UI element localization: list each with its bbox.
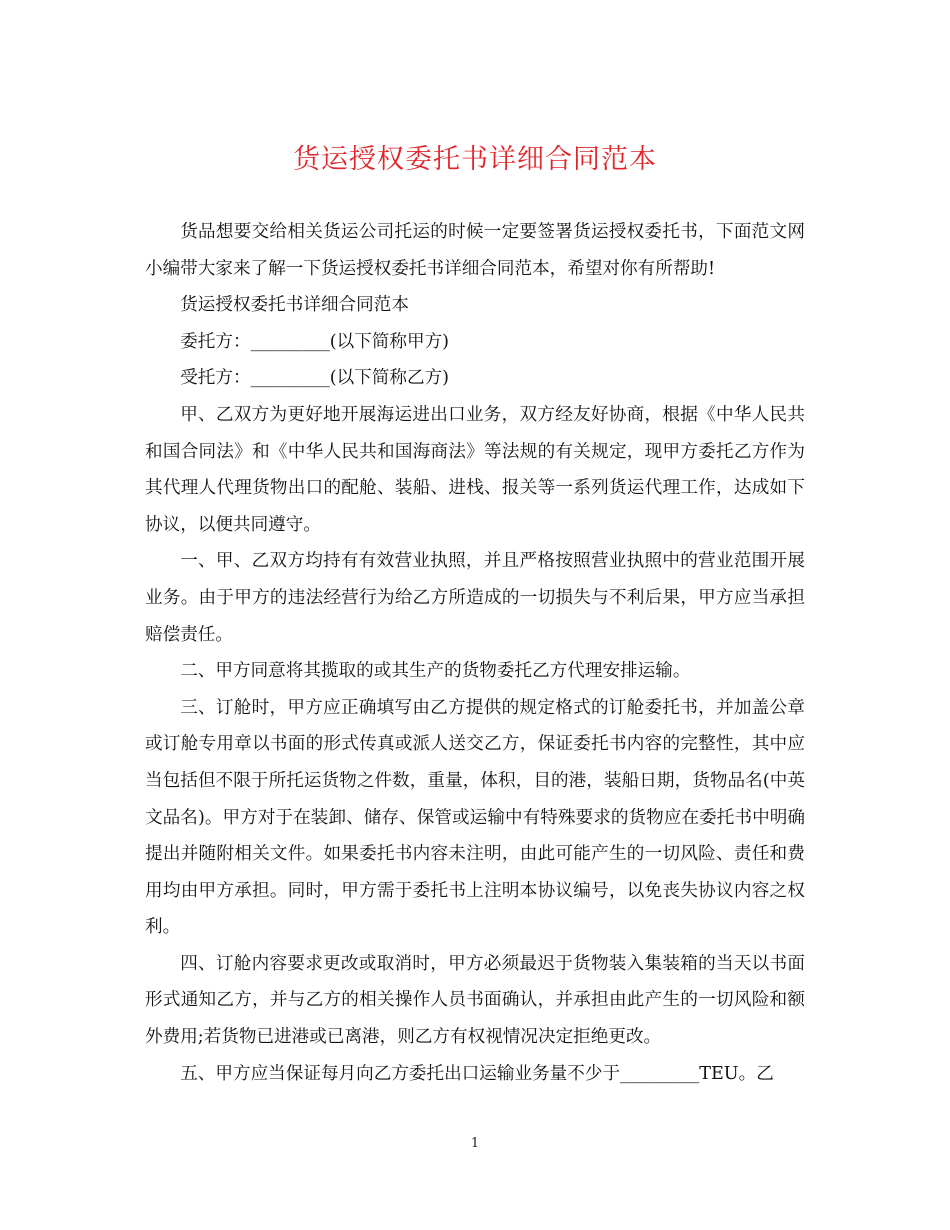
principal-line: 委托方：_________(以下简称甲方) bbox=[180, 331, 450, 352]
intro-paragraph: 货品想要交给相关货运公司托运的时候一定要签署货运授权委托书，下面范文网小编带大家来了解一下货运授权委托书详细合同范本，希望对你有所帮助! bbox=[145, 222, 805, 279]
subtitle-line: 货运授权委托书详细合同范本 bbox=[180, 295, 409, 316]
page-number: 1 bbox=[470, 1136, 480, 1151]
clause-3: 三、订舱时，甲方应正确填写由乙方提供的规定格式的订舱委托书，并加盖公章或订舱专用章以书面的形式传真或派人送交乙方，保证委托书内容的完整性，其中应当包括但不限于所托运货物之件数，重量，体积，目的港，装船日期，货物品名(中英文品名)。甲方对于在装卸、储存、保管或运输中有特殊要求的货物应在委托书中明确提出并随附相关文件。如果委托书内容未注明，由此可能产生的一切风险、责任和费用均由甲方承担。同时，甲方需于委托书上注明本协议编号，以免丧失协议内容之权利。 bbox=[145, 697, 805, 938]
clause-2: 二、甲方同意将其揽取的或其生产的货物委托乙方代理安排运输。 bbox=[180, 661, 691, 682]
clause-5: 五、甲方应当保证每月向乙方委托出口运输业务量不少于_________TEU。乙 bbox=[180, 1063, 774, 1084]
clause-1: 一、甲、乙双方均持有有效营业执照，并且严格按照营业执照中的营业范围开展业务。由于甲方的违法经营行为给乙方所造成的一切损失与不利后果，甲方应当承担赔偿责任。 bbox=[145, 551, 805, 645]
document-title: 货运授权委托书详细合同范本 bbox=[293, 144, 657, 175]
document-body bbox=[145, 214, 805, 1092]
preamble-paragraph: 甲、乙双方为更好地开展海运进出口业务，双方经友好协商，根据《中华人民共和国合同法》和《中华人民共和国海商法》等法规的有关规定，现甲方委托乙方作为其代理人代理货物出口的配舱、装船、进栈、报关等一系列货运代理工作，达成如下协议，以便共同遵守。 bbox=[145, 404, 805, 535]
agent-line: 受托方：_________(以下简称乙方) bbox=[180, 368, 450, 389]
clause-4: 四、订舱内容要求更改或取消时，甲方必须最迟于货物装入集装箱的当天以书面形式通知乙方，并与乙方的相关操作人员书面确认，并承担由此产生的一切风险和额外费用;若货物已进港或已离港，则乙方有权视情况决定拒绝更改。 bbox=[145, 953, 805, 1048]
